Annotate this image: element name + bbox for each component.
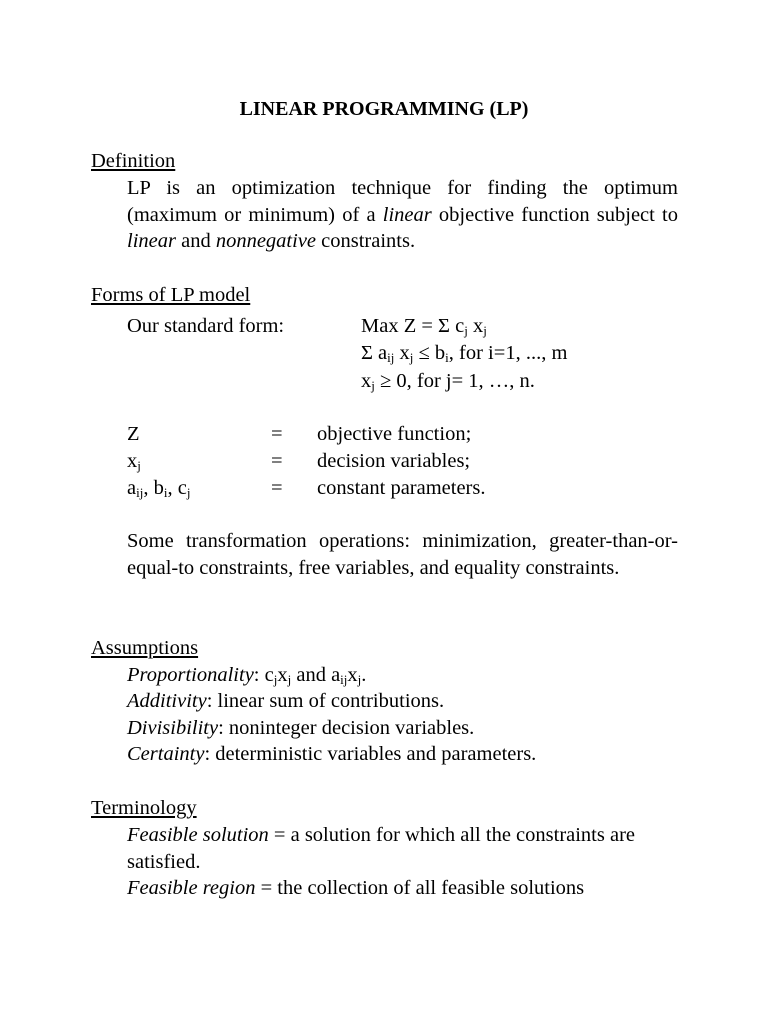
definition-meaning: decision variables; <box>317 450 471 472</box>
assumption-item: Certainty: deterministic variables and parameters. <box>127 743 537 765</box>
definition-heading: Definition <box>91 150 176 172</box>
definition-text: LP is an optimization technique for finding the optimum (maximum or minimum) of a linear objective function subject to linear and nonnegative constraints. <box>127 177 678 252</box>
assumption-item: Divisibility: noninteger decision variables. <box>127 717 475 739</box>
definition-symbol: Z <box>127 423 140 445</box>
definition-symbol: $a_{ij}$, $b_i$, $c_j$ <box>127 477 191 500</box>
definition-meaning: constant parameters. <box>317 477 486 499</box>
definition-meaning: objective function; <box>317 423 472 445</box>
equals-sign: = <box>271 423 283 445</box>
equals-sign: = <box>271 477 283 499</box>
assumption-item: Proportionality: $c_jx_j$ and $a_{ij}x_j$. <box>127 664 367 687</box>
standard-form-label: Our standard form: <box>127 315 285 337</box>
forms-heading: Forms of LP model <box>91 284 251 306</box>
objective-equation: Max Z = Σ $c_j$ $x_j$ <box>361 315 487 338</box>
terminology-item: Feasible solution = a solution for which all the constraints are satisfied. <box>127 824 636 873</box>
definition-symbol: $x_j$ <box>127 450 141 473</box>
assumptions-heading: Assumptions <box>91 637 199 659</box>
terminology-heading: Terminology <box>91 797 197 819</box>
nonnegativity-equation: $x_j \ge 0$, for j= 1, …, n. <box>361 370 535 393</box>
terminology-item: Feasible region = the collection of all feasible solutions <box>127 877 585 899</box>
equals-sign: = <box>271 450 283 472</box>
constraint-equation: Σ $a_{ij}$ $x_j \le b_i$, for i=1, ..., m <box>361 342 568 365</box>
assumption-item: Additivity: linear sum of contributions. <box>127 690 445 712</box>
transformations-text: Some transformation operations: minimization, greater-than-or-equal-to constraints, free variables, and equality constraints. <box>127 530 678 579</box>
document-title: LINEAR PROGRAMMING (LP) <box>239 98 529 120</box>
